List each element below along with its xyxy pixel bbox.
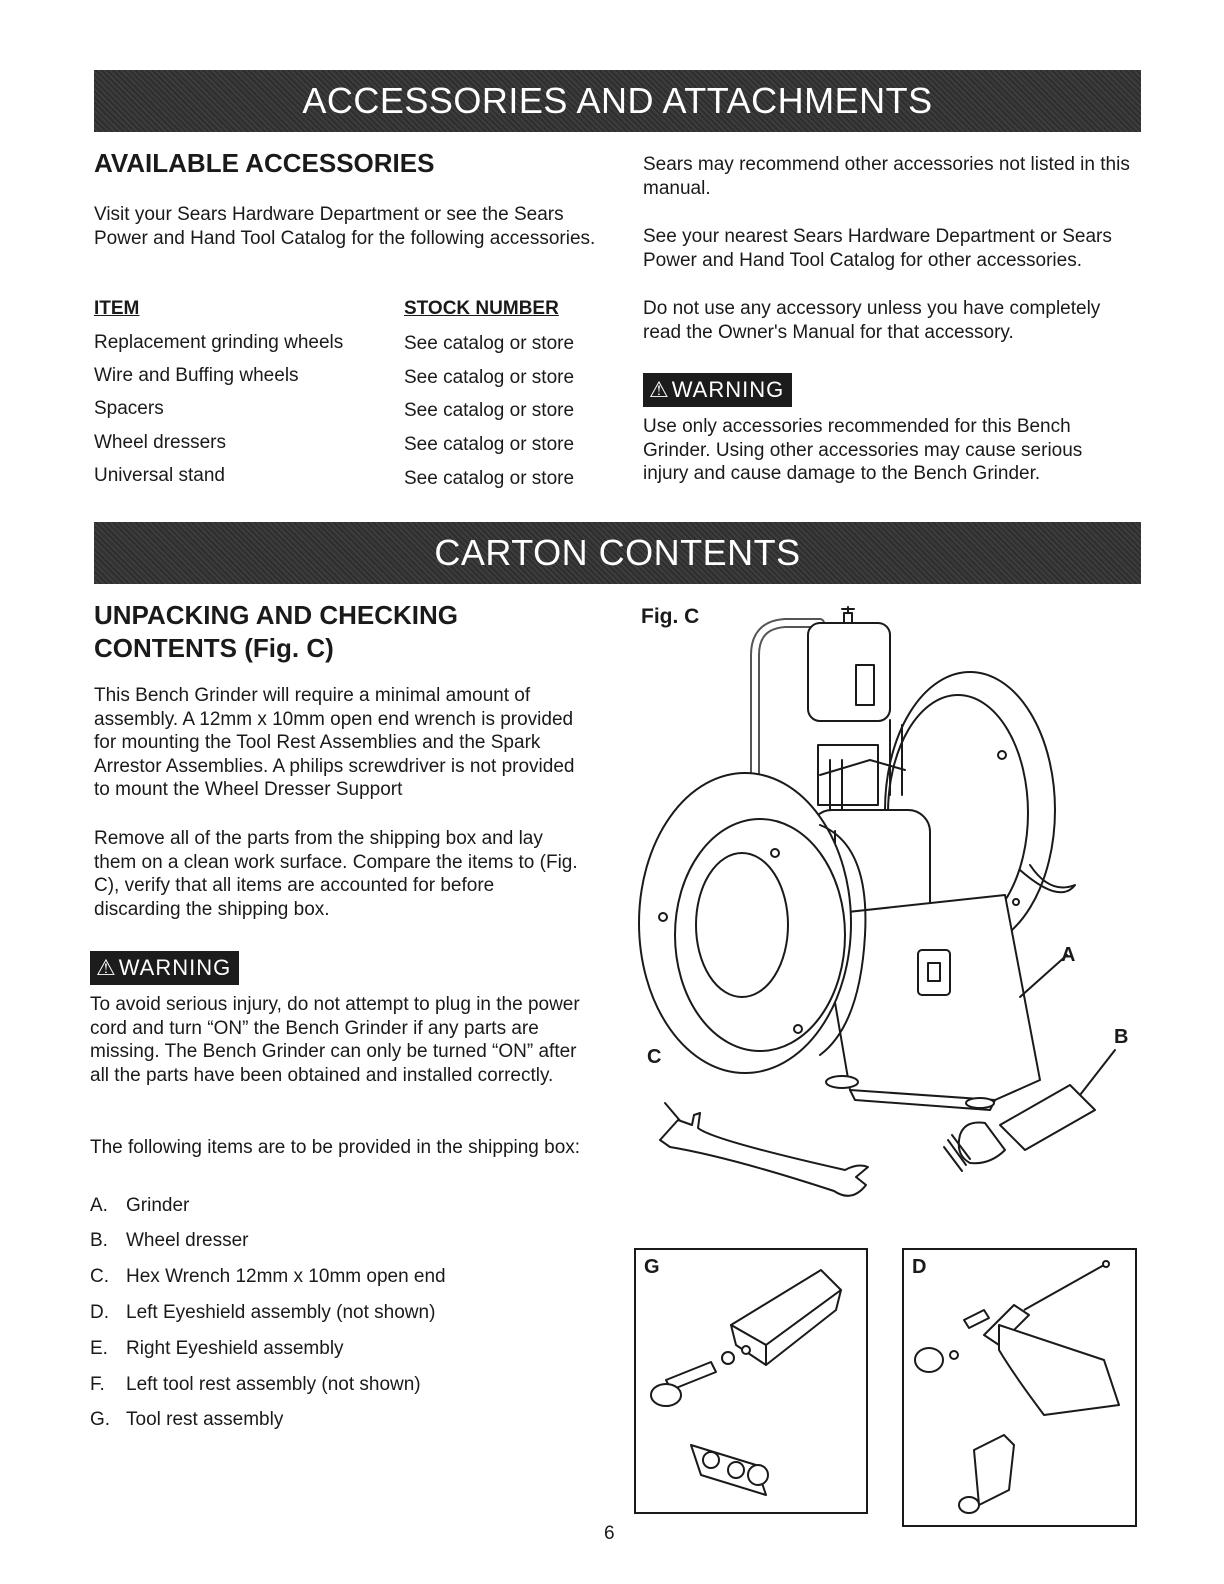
tool-rest-illustration <box>636 1250 866 1512</box>
list-item: D. Left Eyeshield assembly (not shown) <box>90 1302 436 1323</box>
table-row-stock: See catalog or store <box>404 333 575 354</box>
list-item: A. Grinder <box>90 1195 190 1216</box>
list-item: B. Wheel dresser <box>90 1230 249 1251</box>
list-item: F. Left tool rest assembly (not shown) <box>90 1374 421 1395</box>
item-column-header: ITEM <box>94 298 140 319</box>
accessories-intro: Visit your Sears Hardware Department or see the Sears Power and Hand Tool Catalog for the following accessories. <box>94 204 596 249</box>
table-row-stock: See catalog or store <box>404 468 575 489</box>
warning-badge <box>90 951 239 985</box>
table-row-stock: See catalog or store <box>404 400 575 421</box>
accessories-warning-text: Use only accessories recommended for this Bench Grinder. Using other accessories may cause serious injury and cause damage to the Bench Grinder. <box>643 416 1083 484</box>
wrench-icon <box>660 1103 868 1196</box>
warning-triangle-icon: ⚠ <box>96 955 117 980</box>
table-row-item: Wheel dressers <box>94 432 226 453</box>
available-accessories-heading: AVAILABLE ACCESSORIES <box>94 148 435 178</box>
see-sears-text: See your nearest Sears Hardware Department or Sears Power and Hand Tool Catalog for other accessories. <box>643 226 1112 271</box>
table-row-stock: See catalog or store <box>404 434 575 455</box>
unpacking-heading-line2: CONTENTS (Fig. C) <box>94 633 334 663</box>
table-row-stock: See catalog or store <box>404 367 575 388</box>
eyeshield-illustration <box>904 1250 1135 1525</box>
table-row-item: Wire and Buffing wheels <box>94 365 299 386</box>
carton-contents-banner: CARTON CONTENTS <box>94 522 1141 584</box>
label-c: C <box>647 1046 662 1068</box>
table-row-item: Spacers <box>94 398 164 419</box>
box-d <box>902 1248 1137 1527</box>
warning-label: WARNING <box>671 377 785 402</box>
stock-number-column-header: STOCK NUMBER <box>404 298 559 319</box>
table-row-item: Universal stand <box>94 465 225 486</box>
label-a: A <box>1061 944 1076 966</box>
page-number: 6 <box>604 1523 615 1544</box>
list-item: G. Tool rest assembly <box>90 1409 284 1430</box>
leader-line-a <box>1020 955 1067 997</box>
warning-label: WARNING <box>118 955 232 980</box>
shipping-list-intro: The following items are to be provided in the shipping box: <box>90 1137 581 1158</box>
list-item: C. Hex Wrench 12mm x 10mm open end <box>90 1266 446 1287</box>
label-g: G <box>644 1256 660 1278</box>
carton-paragraph-2: Remove all of the parts from the shipping box and lay them on a clean work surface. Compare the items to (Fig. C), verify that all items are accounted for before discarding the shipping box. <box>94 828 578 920</box>
box-g <box>634 1248 868 1514</box>
figure-title: Fig. C <box>641 605 700 628</box>
label-d: D <box>912 1256 927 1278</box>
warning-badge <box>643 373 792 407</box>
lamp-icon <box>808 607 890 721</box>
do-not-use-text: Do not use any accessory unless you have completely read the Owner's Manual for that accessory. <box>643 298 1101 343</box>
label-b: B <box>1114 1026 1129 1048</box>
carton-paragraph-1: This Bench Grinder will require a minimal amount of assembly. A 12mm x 10mm open end wrench is provided for mounting the Tool Rest Assemblies and the Spark Arrestor Assemblies. A philips screwdriver is not provided to mount the Wheel Dresser Support <box>94 685 575 800</box>
unpacking-heading-line1: UNPACKING AND CHECKING <box>94 600 458 630</box>
sears-recommend-text: Sears may recommend other accessories not listed in this manual. <box>643 154 1130 199</box>
table-row-item: Replacement grinding wheels <box>94 332 344 353</box>
accessories-banner: ACCESSORIES AND ATTACHMENTS <box>94 70 1141 132</box>
list-item: E. Right Eyeshield assembly <box>90 1338 344 1359</box>
warning-triangle-icon: ⚠ <box>649 377 670 402</box>
carton-warning-text: To avoid serious injury, do not attempt to plug in the power cord and turn “ON” the Bench Grinder if any parts are missing. The Bench Grinder can only be turned “ON” after all the parts have been obtained and installed correctly. <box>90 994 580 1086</box>
